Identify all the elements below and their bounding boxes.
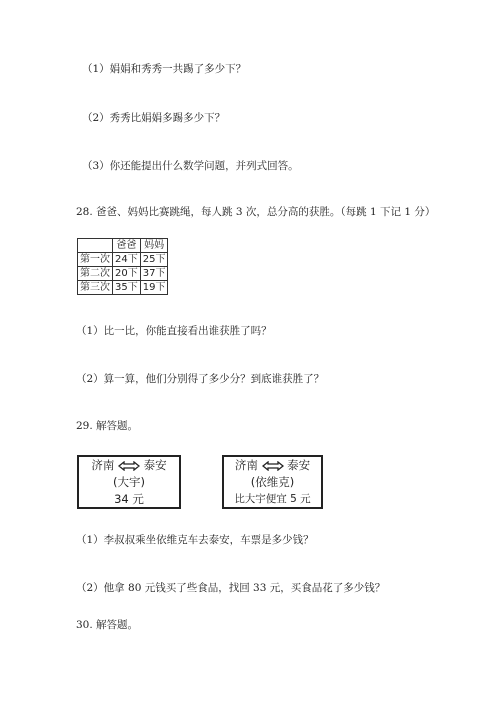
table-cell: 第二次	[78, 267, 113, 281]
question-28-title: 28. 爸爸、妈妈比赛跳绳，每人跳 3 次，总分高的获胜。（每跳 1 下记 1 分）	[76, 206, 436, 218]
question-30-title: 30. 解答题。	[76, 619, 139, 631]
table-row	[78, 281, 168, 295]
table-cell: 37下	[140, 267, 168, 281]
double-arrow-icon	[262, 461, 284, 471]
question-29-sub-2: （2）他拿 80 元钱买了些食品，找回 33 元，买食品花了多少钱？	[76, 582, 386, 594]
table-header-cell	[78, 239, 113, 253]
bus-sign-dayu	[77, 455, 181, 509]
sign-bus-type: (大宇)	[113, 475, 145, 489]
table-cell: 24下	[113, 253, 141, 267]
table-header-row	[78, 239, 168, 253]
bus-sign-yiweike	[222, 455, 323, 509]
question-29-sub-1: （1）李叔叔乘坐依维克车去泰安，车票是多少钱？	[76, 534, 314, 546]
sign-price: 34 元	[114, 492, 144, 506]
question-sub-3: （3）你还能提出什么数学问题，并列式回答。	[82, 160, 299, 172]
table-row	[78, 253, 168, 267]
table-row	[78, 267, 168, 281]
table-cell: 第三次	[78, 281, 113, 295]
table-header-cell: 爸爸	[113, 239, 141, 253]
question-sub-2: （2）秀秀比娟娟多踢多少下？	[82, 112, 226, 124]
table-header-cell: 妈妈	[140, 239, 168, 253]
question-28-sub-2: （2）算一算，他们分别得了多少分？到底谁获胜了？	[76, 373, 325, 385]
table-cell: 第一次	[78, 253, 113, 267]
sign-route	[79, 457, 179, 474]
jump-rope-score-table	[77, 238, 168, 295]
sign-to: 泰安	[287, 458, 311, 472]
table-cell: 25下	[140, 253, 168, 267]
table-cell: 35下	[113, 281, 141, 295]
sign-bus-type: (依维克)	[250, 475, 295, 489]
question-sub-1: （1）娟娟和秀秀一共踢了多少下？	[82, 63, 247, 75]
sign-to: 泰安	[143, 458, 167, 472]
question-29-title: 29. 解答题。	[76, 420, 139, 432]
question-28-sub-1: （1）比一比，你能直接看出谁获胜了吗？	[76, 325, 272, 337]
sign-from: 济南	[234, 458, 258, 472]
sign-from: 济南	[91, 458, 115, 472]
sign-route	[224, 457, 321, 474]
double-arrow-icon	[118, 461, 140, 471]
sign-price: 比大宇便宜 5 元	[234, 493, 311, 505]
table-cell: 20下	[113, 267, 141, 281]
table-cell: 19下	[140, 281, 168, 295]
